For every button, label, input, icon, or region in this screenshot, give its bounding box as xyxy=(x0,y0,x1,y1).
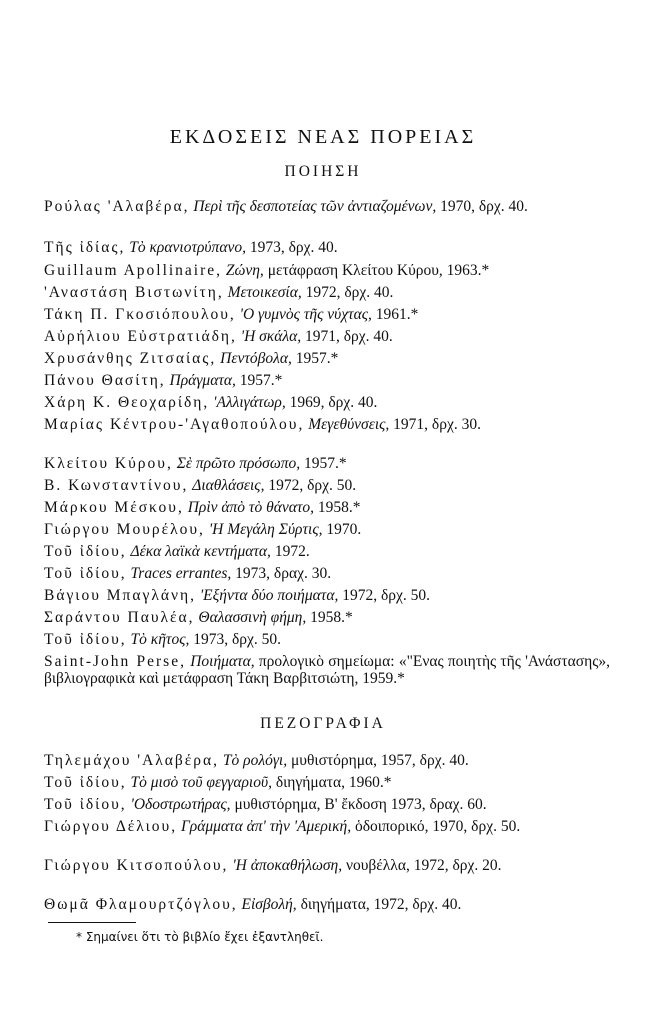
catalog-entry xyxy=(44,416,610,433)
footnote-divider xyxy=(48,922,136,923)
catalog-entry xyxy=(44,896,610,913)
catalog-entry xyxy=(44,587,610,604)
entry-title: 'Εξήντα δύο ποιήματα, xyxy=(199,587,339,604)
catalog-entry xyxy=(44,609,610,626)
entry-author: Τάκη Π. Γκοσιόπουλου, xyxy=(44,306,236,323)
entry-details: 1973, δρχ. 40. xyxy=(245,239,338,256)
entry-author: Γιώργου Μουρέλου, xyxy=(44,521,205,538)
entry-title: 'Η Μεγάλη Σύρτις, xyxy=(208,521,323,538)
catalog-entry xyxy=(44,284,610,301)
catalog-entry xyxy=(44,499,610,516)
entry-title: Πρὶν ἀπὸ τὸ θάνατο, xyxy=(187,499,315,516)
entry-title: 'Ο γυμνὸς τῆς νύχτας, xyxy=(239,306,372,323)
entry-details: 1971, δρχ. 30. xyxy=(389,416,481,433)
entry-author: Τοῦ ἰδίου, xyxy=(44,774,127,791)
entry-details: μετάφραση Κλείτου Κύρου, 1963.* xyxy=(263,262,490,279)
entry-author: Β. Κωνσταντίνου, xyxy=(44,477,189,494)
catalog-entry xyxy=(44,477,610,494)
entry-details: 1958.* xyxy=(306,609,353,626)
entry-title: Θαλασσινὴ φήμη, xyxy=(198,609,307,626)
entry-title: Τὸ κρανιοτρύπανο, xyxy=(129,239,246,256)
entry-author: Ρούλας 'Αλαβέρα, xyxy=(44,198,190,215)
catalog-entry xyxy=(44,262,610,279)
entry-details: 1958.* xyxy=(314,499,361,516)
catalog-entry xyxy=(44,239,610,256)
entry-author: Σαράντου Παυλέα, xyxy=(44,609,195,626)
entry-title: 'Η ἀποκαθήλωση, xyxy=(232,857,343,874)
entry-title: Τὸ κῆτος, xyxy=(130,631,190,648)
entry-details: 1970. xyxy=(322,521,362,538)
catalog-entry xyxy=(44,306,610,323)
entry-title: Τὸ μισὸ τοῦ φεγγαριοῦ, xyxy=(130,774,272,791)
catalog-entry xyxy=(44,328,610,345)
entry-title: Μεγεθύνσεις, xyxy=(308,416,390,433)
section-heading-poetry: ΠΟΙΗΣΗ xyxy=(284,163,362,180)
catalog-entry xyxy=(44,543,610,560)
entry-author: Θωμᾶ Φλαμουρτζόγλου, xyxy=(44,896,238,913)
catalog-entry xyxy=(44,455,610,472)
entry-author: Γιώργου Κιτσοπούλου, xyxy=(44,857,229,874)
entry-author: Τοῦ ἰδίου, xyxy=(44,543,127,560)
entry-details: διηγήματα, 1960.* xyxy=(271,774,392,791)
entry-details: 1973, δραχ. 30. xyxy=(231,565,332,582)
catalog-entry xyxy=(44,796,610,813)
entry-author: Αὐρήλιου Εὐστρατιάδη, xyxy=(44,328,237,345)
entry-author: Κλείτου Κύρου, xyxy=(44,455,173,472)
entry-author: Μαρίας Κέντρου-'Αγαθοπούλου, xyxy=(44,416,305,433)
catalog-entry xyxy=(44,752,610,769)
entry-title: Traces errantes, xyxy=(130,565,232,582)
entry-author: Πάνου Θασίτη, xyxy=(44,372,166,389)
entry-details: 1971, δρχ. 40. xyxy=(301,328,393,345)
entry-author: Βάγιου Μπαγλάνη, xyxy=(44,587,196,604)
entry-title: Σὲ πρῶτο πρόσωπο, xyxy=(176,455,301,472)
entry-title: Περὶ τῆς δεσποτείας τῶν ἀντιαζομένων, xyxy=(193,198,437,215)
catalog-entry xyxy=(44,394,610,411)
entry-details: 1972, δρχ. 50. xyxy=(338,587,431,604)
catalog-entry xyxy=(44,198,610,215)
entry-details: προλογικὸ σημείωμα: «"Ενας ποιητὴς τῆς 'Ανάστασης», βιβλιογραφικὰ καὶ μετάφραση Τάκη Βαρβιτσιώτη, 1959.* xyxy=(44,653,610,687)
entry-title: Διαθλάσεις, xyxy=(192,477,265,494)
entry-title: 'Οδοστρωτήρας, xyxy=(130,796,231,813)
page-title: ΕΚΔΟΣΕΙΣ ΝΕΑΣ ΠΟΡΕΙΑΣ xyxy=(169,126,477,148)
entry-title: 'Η σκάλα, xyxy=(240,328,302,345)
catalog-entry xyxy=(44,653,610,687)
entry-title: 'Αλλιγάτωρ, xyxy=(213,394,286,411)
entry-details: 1957.* xyxy=(291,350,339,367)
entry-author: Τοῦ ἰδίου, xyxy=(44,796,127,813)
catalog-entry xyxy=(44,818,610,835)
section-heading-prose: ΠΕΖΟΓΡΑΦΙΑ xyxy=(260,715,386,732)
catalog-entry xyxy=(44,631,610,648)
catalog-entry xyxy=(44,857,610,874)
entry-title: Πράγματα, xyxy=(169,372,236,389)
entry-title: Γράμματα ἀπ' τὴν 'Αμερική, xyxy=(180,818,352,835)
catalog-entry xyxy=(44,774,610,791)
catalog-entry xyxy=(44,372,610,389)
entry-details: διηγήματα, 1972, δρχ. 40. xyxy=(296,896,462,913)
entry-title: Δέκα λαϊκὰ κεντήματα, xyxy=(130,543,271,560)
entry-title: Εἰσβολή, xyxy=(241,896,297,913)
catalog-entry xyxy=(44,350,610,367)
entry-details: 1969, δρχ. 40. xyxy=(285,394,378,411)
catalog-entry xyxy=(44,521,610,538)
entry-author: Τῆς ἰδίας, xyxy=(44,239,126,256)
entry-details: 1970, δρχ. 40. xyxy=(436,198,528,215)
entry-author: 'Αναστάση Βιστωνίτη, xyxy=(44,284,224,301)
entry-details: 1957.* xyxy=(300,455,347,472)
entry-title: Μετοικεσία, xyxy=(227,284,302,301)
entry-author: Τηλεμάχου 'Αλαβέρα, xyxy=(44,752,220,769)
entry-author: Τοῦ ἰδίου, xyxy=(44,565,127,582)
entry-author: Saint-John Perse, xyxy=(44,653,186,670)
entry-details: ὁδοιπορικό, 1970, δρχ. 50. xyxy=(351,818,521,835)
entry-details: 1973, δρχ. 50. xyxy=(189,631,282,648)
entry-title: Τὸ ρολόγι, xyxy=(222,752,288,769)
entry-title: Ζώνη, xyxy=(225,262,264,279)
entry-author: Χάρη Κ. Θεοχαρίδη, xyxy=(44,394,210,411)
entry-details: 1961.* xyxy=(371,306,419,323)
entry-details: μυθιστόρημα, 1957, δρχ. 40. xyxy=(287,752,469,769)
entry-author: Guillaum Apollinaire, xyxy=(44,262,223,279)
entry-details: μυθιστόρημα, Β' ἔκδοση 1973, δραχ. 60. xyxy=(230,796,487,813)
entry-author: Χρυσάνθης Ζιτσαίας, xyxy=(44,350,217,367)
entry-details: 1972, δρχ. 40. xyxy=(301,284,394,301)
entry-title: Πεντόβολα, xyxy=(220,350,292,367)
entry-author: Γιώργου Δέλιου, xyxy=(44,818,178,835)
footnote: * Σημαίνει ὅτι τὸ βιβλίο ἔχει ἐξαντληθεῖ. xyxy=(76,930,324,944)
entry-title: Ποιήματα, xyxy=(190,653,255,670)
entry-details: 1972, δρχ. 50. xyxy=(264,477,357,494)
catalog-entry xyxy=(44,565,610,582)
entry-details: 1957.* xyxy=(235,372,283,389)
entry-details: νουβέλλα, 1972, δρχ. 20. xyxy=(342,857,502,874)
entry-author: Μάρκου Μέσκου, xyxy=(44,499,184,516)
entry-author: Τοῦ ἰδίου, xyxy=(44,631,127,648)
entry-details: 1972. xyxy=(270,543,310,560)
